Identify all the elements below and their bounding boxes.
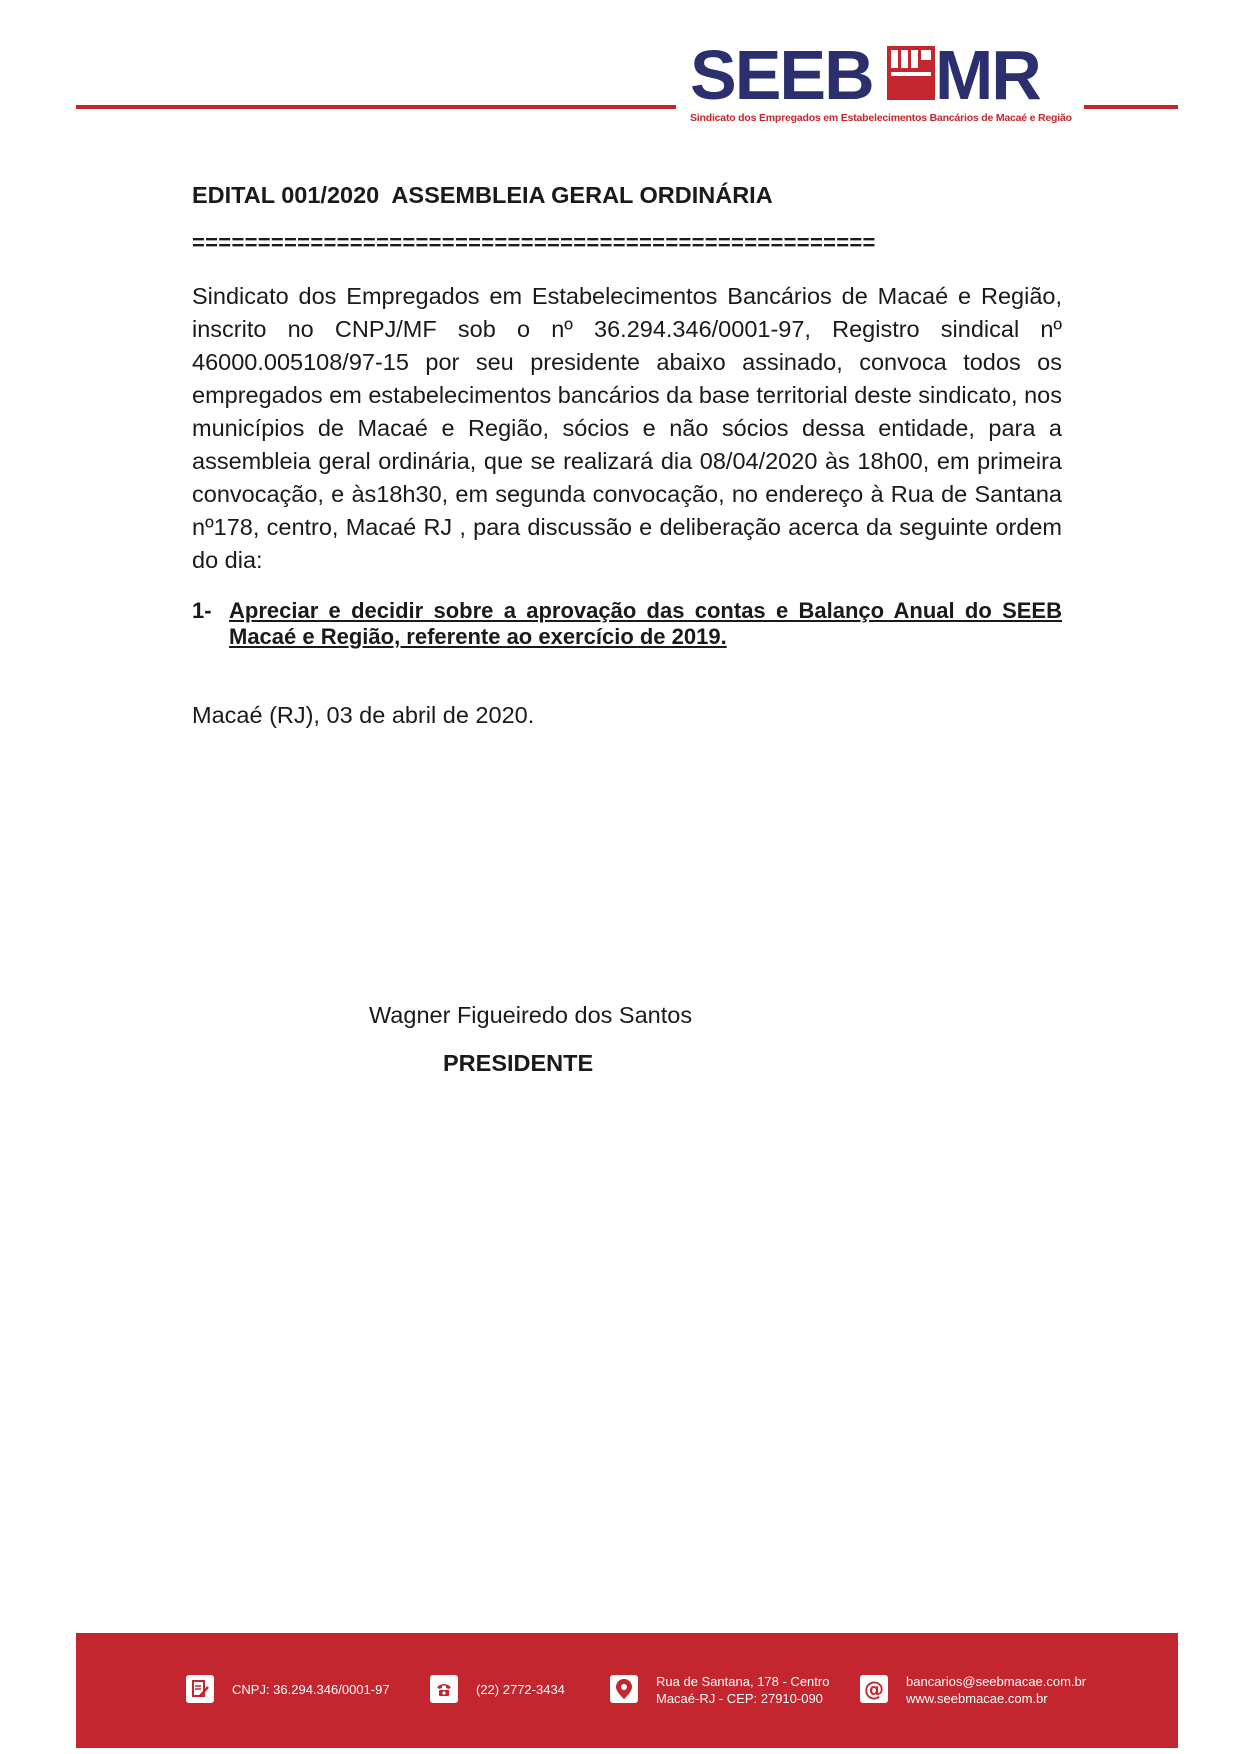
- logo-text-seeb: SEEB: [690, 36, 873, 114]
- document-date: Macaé (RJ), 03 de abril de 2020.: [192, 702, 535, 728]
- footer-address-line1: Rua de Santana, 178 - Centro: [656, 1674, 830, 1689]
- phone-icon: [430, 1675, 458, 1703]
- footer-phone: (22) 2772-3434: [476, 1682, 565, 1697]
- logo-text-mr: MR: [935, 36, 1040, 114]
- footer-bar: [76, 1633, 1178, 1748]
- document-title: EDITAL 001/2020 ASSEMBLEIA GERAL ORDINÁRIA: [192, 182, 773, 208]
- document-pen-icon: [186, 1675, 214, 1703]
- at-sign-icon: @: [860, 1675, 888, 1703]
- agenda-item-text: Apreciar e decidir sobre a aprovação das contas e Balanço Anual do SEEB Macaé e Região, referente ao exercício de 2019.: [229, 598, 1062, 649]
- title-separator: ====================================================: [192, 230, 876, 255]
- logo: [690, 36, 1072, 130]
- signer-role: PRESIDENTE: [443, 1050, 594, 1076]
- footer-email[interactable]: bancarios@seebmacae.com.br: [906, 1674, 1087, 1689]
- signer-name: Wagner Figueiredo dos Santos: [369, 1002, 693, 1028]
- footer-address-line2: Macaé-RJ - CEP: 27910-090: [656, 1691, 823, 1706]
- map-pin-icon: [610, 1675, 638, 1703]
- convocation-text: Sindicato dos Empregados em Estabelecimentos Bancários de Macaé e Região, inscrito no CNPJ/MF sob o nº 36.294.346/0001-97, Registro sindical nº 46000.005108/97-15 por seu presidente abaixo assinado, convoca todos os empregados em estabelecimentos bancários da base territorial deste sindicato, nos municípios de Macaé e Região, sócios e não sócios dessa entidade, para a assembleia geral ordinária, que se realizará dia 08/04/2020 às 18h00, em primeira convocação, e às18h30, em segunda convocação, no endereço à Rua de Santana nº178, centro, Macaé RJ , para discussão e deliberação acerca da seguinte ordem do dia:: [192, 283, 1062, 573]
- header-rule-right: [1084, 105, 1178, 109]
- footer-website[interactable]: www.seebmacae.com.br: [906, 1691, 1048, 1706]
- raised-fist-icon: [887, 46, 935, 100]
- footer-cnpj: CNPJ: 36.294.346/0001-97: [232, 1682, 390, 1697]
- logo-subtitle: Sindicato dos Empregados em Estabelecimentos Bancários de Macaé e Região: [690, 112, 1072, 124]
- header-rule-left: [76, 105, 676, 109]
- agenda-item-number: 1-: [192, 598, 212, 623]
